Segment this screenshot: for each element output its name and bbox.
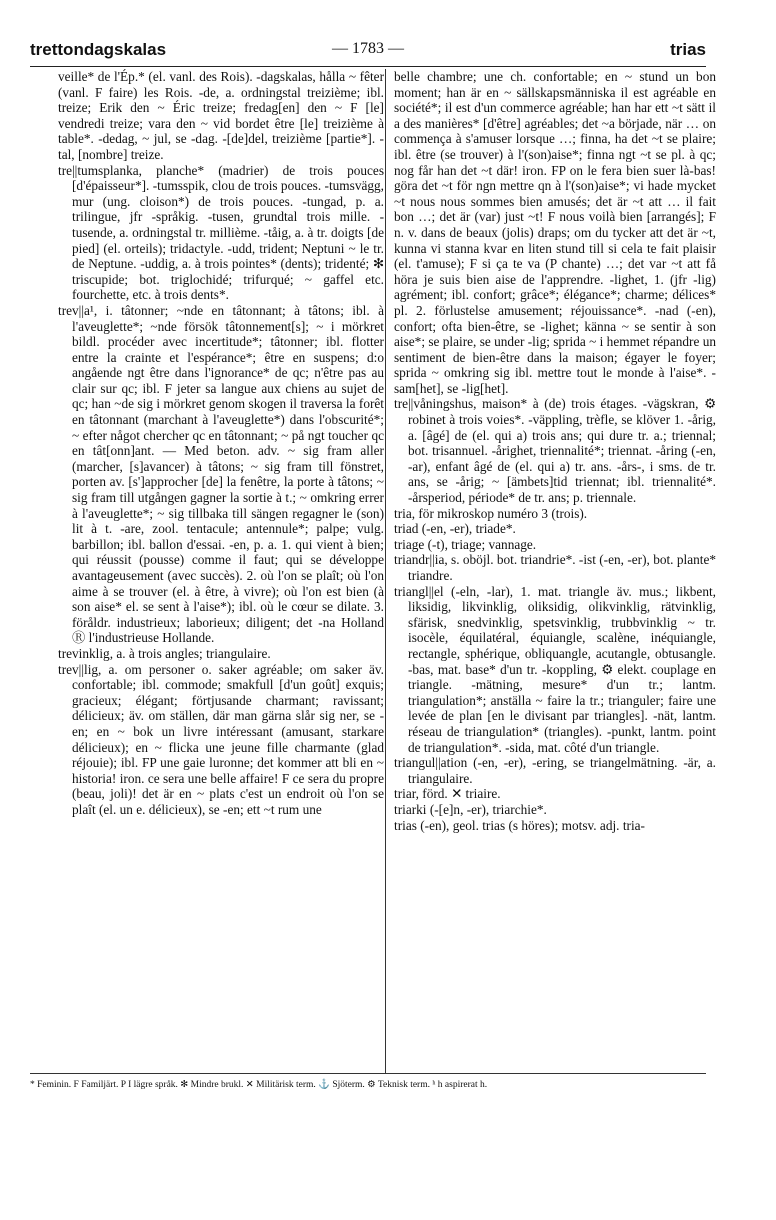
dictionary-entry: veille* de l'Ép.* (el. vanl. des Rois). -dagskalas, hålla ~ fêter (vanl. F faire) les Rois. -de, a. ordningstal treizième; ibl. treize; Erik den ~ Éric treize; fredag[en] den ~ F [le] vendredi treize; vara den ~ vid bordet être [le] treizième à table*. -dedag, ~ jul, se -dag. -[de]del, treizième [partie*]. -tal, [nombre] treize. — [58, 69, 384, 162]
dictionary-entry: triad (-en, -er), triade*. — [394, 521, 516, 537]
left-column — [58, 69, 384, 818]
abbreviation-legend: * Feminin. F Familjärt. P I lägre språk. ✻ Mindre brukl. ✕ Militärisk term. ⚓ Sjöterm. ⚙ Teknisk term. ʰ h aspirerat h. — [30, 1080, 488, 1090]
dictionary-entry: triangl||el (-eln, -lar), 1. mat. triangle äv. mus.; likbent, liksidig, likvinklig, oliksidig, olikvinklig, rätvinklig, sfärisk, snedvinklig, spetsvinklig, trubbvinklig ~ tr. isocèle, équilatéral, équiangle, scalène, inéquiangle, rectangle, sphérique, obliquangle, acutangle, obtusangle. -bas, mat. base* d'un tr. -koppling, ⚙ elekt. couplage en triangle. -mätning, mesure* d'un tr.; lantm. triangulation*; anställa ~ faire la tr.; trianguler; faire une levée de plan [en le divisant par triangles]. -nät, lantm. réseau de triangulation* (triangles). -punkt, lantm. point de triangulation*. -sida, mat. côté d'un triangle. — [394, 583, 716, 755]
page-number: — 1783 — — [332, 40, 404, 57]
dictionary-entry: tria, för mikroskop numéro 3 (trois). — [394, 505, 588, 521]
dictionary-entry: trias (-en), geol. trias (s höres); motsv. adj. tria- — [394, 817, 645, 833]
dictionary-entry: triar, förd. ✕ triaire. — [394, 786, 501, 802]
dictionary-entry: triage (-t), triage; vannage. — [394, 536, 537, 552]
left-running-headword: trettondagskalas — [30, 40, 167, 59]
right-column — [385, 69, 716, 1074]
dictionary-page — [30, 38, 716, 1069]
right-running-headword: trias — [670, 40, 706, 59]
dictionary-entry: trev||lig, a. om personer o. saker agréable; om saker äv. confortable; ibl. commode; smakfull [d'un goût] exquis; gracieux; élégant; förtjusande charmant; ravissant; délicieux; äv. om ställen, där man gärna slår sig ner, se -en; en ~ bok un livre intéressant (amusant, starkare délicieux); en ~ flicka une jeune fille charmante (glad réjouie); ibl. FP une gaie luronne; det kommer att bli en ~ historia! iron. ce sera une belle affaire! F ce sera du propre (beau, joli)! det är en ~ plats c'est un endroit où l'on se plaît (el. un e. délicieux), se -en; ett ~t rum une — [58, 661, 384, 817]
dictionary-entry: triangul||ation (-en, -er), -ering, se triangelmätning. -är, a. triangulaire. — [394, 755, 716, 786]
dictionary-entry: trev||a¹, i. tâtonner; ~nde en tâtonnant; à tâtons; ibl. à l'aveuglette*; ~nde försök tâtonnement[s]; ~ i mörkret bildl. procéder avec incertitude*; tâtonner; ibl. flotter entre la crainte et l'espérance*; être en suspens; d:o angående ngt être dans l'ignorance* de qc; n'être pas au clair sur qc; ibl. F jeter sa langue aux chiens au sujet de qc; han ~de sig i mörkret genom skogen il traversa la forêt en tâtonnant (marchant à l'aveuglette*) dans l'obscurité*; ~ efter något chercher qc en tâtonnant; ~ på ngt toucher qc en tât[onn]ant. — Med beton. adv. ~ sig fram aller (marcher, [s]avancer) à tâtons; ~ sig fram till fönstret, porten av. [s']approcher [de] la fenêtre, la porte à tâtons; ~ sig fram till utgången gagner la sortie à t.; ~ omkring errer à l'aveuglette*; ~ sig tillbaka till sängen regagner le (son) lit à t. -are, zool. tentacule; antennule*; palpe; vulg. barbillon; ibl. ballon d'essai. -en, p. a. 1. qui vient à bien; qui réussit (pousse) comme il faut; qui se développe avantageusement (avec succès). 2. où l'on se plaît; où l'on aime à se trouver (el. à être, à vivre); où l'on est bien (à son aise* el. se sent à l'aise*); ibl. où le cœur se dilate. 3. föråldr. industrieux; laborieux; diligent; det -na Holland Ⓡ l'industrieuse Hollande. — [58, 302, 384, 646]
dictionary-entry: tre||våningshus, maison* à (de) trois étages. -vägskran, ⚙ robinet à trois voies*. -väppling, trèfle, se klöver 1. -årig, a. [âgé] de (el. qui a) trois ans; qui dure tr. a.; triennal; bot. trisannuel. -årighet, triennalité*; triennat. -åring (-en, -ar), enfant âgé de (el. qui a) tr. ans. -års-, i sms. de tr. ans, se -årig; ~ [ämbets]tid triennat; ibl. triennalité*. -årsperiod, période* de tr. ans; p. triennale. — [394, 396, 716, 506]
dictionary-entry: triandr||ia, s. oböjl. bot. triandrie*. -ist (-en, -er), bot. plante* triandre. — [394, 552, 716, 583]
page-header — [30, 38, 706, 67]
dictionary-entry: trevinklig, a. à trois angles; triangulaire. — [58, 645, 271, 661]
columns — [30, 69, 716, 1069]
footer-divider — [30, 1073, 706, 1074]
dictionary-entry: tre||tumsplanka, planche* (madrier) de trois pouces [d'épaisseur*]. -tumsspik, clou de trois pouces. -tumsvägg, mur (ung. cloison*) de trois pouces. -tungad, p. a. trilingue, jfr -språkig. -tusen, grundtal trois mille. -tusende, a. ordningstal tr. millième. -tåig, a. à tr. doigts [de pied] (el. orteils); tridactyle. -udd, trident; Neptuni ~ le tr. de Neptune. -uddig, a. à trois pointes* (dents); tridenté; ✻ triscupide; bot. triglochidé; trifurqué; ~ gaffel etc. fourchette, etc. à trois dents*. — [58, 162, 384, 303]
dictionary-entry: belle chambre; une ch. confortable; en ~ stund un bon moment; han är en ~ sällskapsmänniska il est agréable en société*; il est d'un commerce agréable; han har ett ~t sätt il a des manières* [d'être] agréables; det ~a började, när … on commença à s'amuser lorsque …; finna, ha det ~t se plaire; ibl. être (se trouver) à l'(son)aise*; finna ngt ~t se pl. à qc; nog får han det ~t där! iron. FP on le fera bien suer là-bas! göra det ~t för ngn mettre qn à l'(son)aise*; vi hade mycket ~t nous nous sommes bien amusés; det är ~t att … il fait bon …; det är (var) just ~t! F nous voilà bien [arrangés]; F n. v. dans de beaux (jolis) draps; om du tycker att det är ~t, kunna vi stanna kvar en liten stund till si cela te fait plaisir (el. t'amuse); F si ça te va (P chante) …; det var ~t att få höra je suis bien aise de l'apprendre. -lighet, 1. (jfr -lig) agrément; ibl. confort; grâce*; élégance*; charme; délices* pl. 2. förlustelse amusement; réjouissance*. -nad (-en), confort; ofta bien-être, se -lighet; känna ~ se sentir à son aise*; se plaire, se under -lig; sprida ~ i hemmet répandre un sentiment de bien-être dans la maison; égayer le foyer; sprida ~ omkring sig ibl. mettre tout le monde à l'aise*. -sam[het], se -lig[het]. — [394, 69, 716, 396]
dictionary-entry: triarki (-[e]n, -er), triarchie*. — [394, 801, 547, 817]
